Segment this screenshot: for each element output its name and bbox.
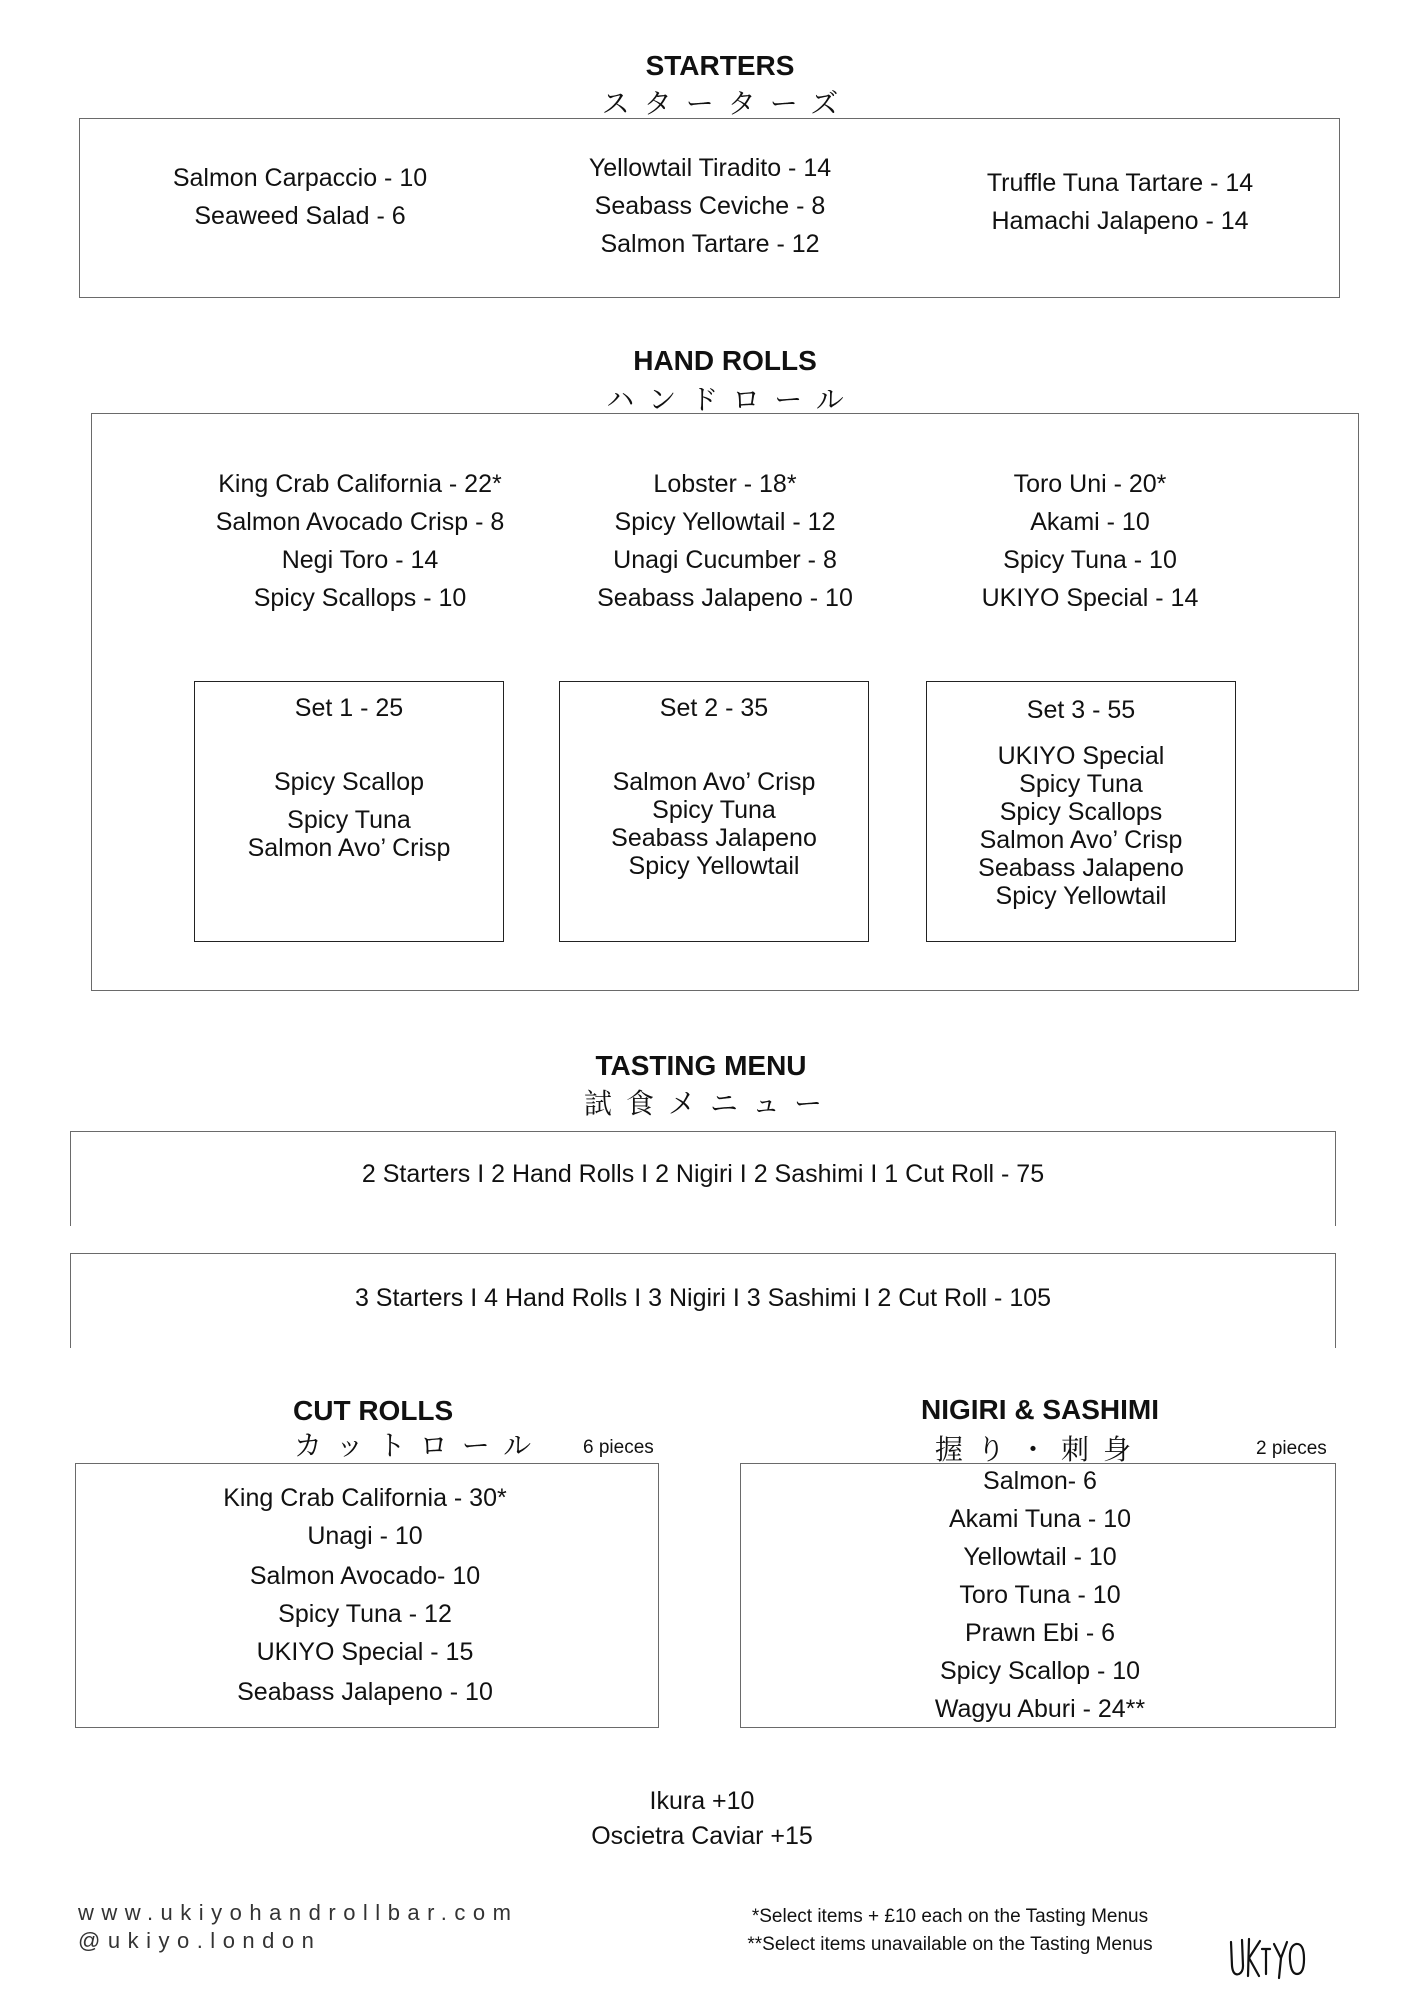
set-item: Spicy Tuna — [652, 796, 776, 824]
menu-item: Lobster - 18* — [653, 470, 797, 498]
menu-item: Seabass Jalapeno - 10 — [237, 1678, 493, 1706]
hand-rolls-title: HAND ROLLS — [633, 345, 817, 376]
starters-col-2 — [560, 149, 860, 263]
menu-item: Wagyu Aburi - 24** — [934, 1695, 1146, 1723]
set-2-box — [559, 681, 869, 942]
menu-item: Prawn Ebi - 6 — [964, 1619, 1116, 1647]
extra-item: Oscietra Caviar +15 — [591, 1822, 813, 1850]
cut-rolls-title-jp: カットロール — [294, 1429, 546, 1462]
menu-item: Yellowtail - 10 — [963, 1543, 1117, 1571]
set-title: Set 2 - 35 — [659, 694, 769, 722]
starters-title: STARTERS — [645, 50, 795, 81]
menu-item: Salmon Avocado Crisp - 8 — [215, 508, 505, 536]
footnote-unavailable-items: **Select items unavailable on the Tasting Menus — [747, 1934, 1153, 1955]
menu-item: Seabass Jalapeno - 10 — [597, 584, 853, 612]
website-link[interactable]: www.ukiyohandrollbar.com — [78, 1900, 519, 1925]
extra-item: Ikura +10 — [649, 1787, 755, 1815]
set-item: Spicy Tuna — [287, 806, 411, 834]
menu-item: Toro Uni - 20* — [1013, 470, 1167, 498]
menu-item: Spicy Tuna - 10 — [1003, 546, 1177, 574]
cut-rolls-title: CUT ROLLS — [293, 1395, 454, 1426]
cut-rolls-pieces: 6 pieces — [583, 1437, 654, 1458]
menu-item: Negi Toro - 14 — [281, 546, 439, 574]
menu-item: Unagi Cucumber - 8 — [613, 546, 837, 574]
hand-rolls-col-1 — [200, 465, 520, 617]
starters-col-3 — [960, 164, 1280, 240]
menu-item: Salmon Avocado- 10 — [249, 1562, 481, 1590]
set-item: Seabass Jalapeno — [611, 824, 817, 852]
menu-item: Truffle Tuna Tartare - 14 — [986, 169, 1254, 197]
menu-item: Akami - 10 — [1030, 508, 1150, 536]
hand-rolls-title-jp: ハンドロール — [606, 383, 858, 416]
set-item: Spicy Yellowtail — [628, 852, 800, 880]
set-item: Seabass Jalapeno — [978, 854, 1184, 882]
nigiri-sashimi-list — [880, 1462, 1200, 1728]
nigiri-sashimi-pieces: 2 pieces — [1256, 1438, 1327, 1459]
set-item: Salmon Avo’ Crisp — [247, 834, 451, 862]
set-item: Spicy Tuna — [1019, 770, 1143, 798]
set-item: Spicy Scallops — [999, 798, 1163, 826]
set-3-box — [926, 681, 1236, 942]
menu-item: Spicy Tuna - 12 — [278, 1600, 452, 1628]
menu-item: Spicy Yellowtail - 12 — [614, 508, 836, 536]
set-item: Spicy Yellowtail — [995, 882, 1167, 910]
tasting-option-2: 3 Starters I 4 Hand Rolls I 3 Nigiri I 3 Sashimi I 2 Cut Roll - 105 — [354, 1284, 1052, 1312]
menu-item: Akami Tuna - 10 — [948, 1505, 1132, 1533]
tasting-option-1: 2 Starters I 2 Hand Rolls I 2 Nigiri I 2 Sashimi I 1 Cut Roll - 75 — [361, 1160, 1045, 1188]
cut-rolls-list — [205, 1479, 525, 1711]
set-item: UKIYO Special — [997, 742, 1165, 770]
ukiyo-logo — [1228, 1936, 1308, 1982]
menu-item: Salmon Carpaccio - 10 — [172, 164, 428, 192]
menu-item: King Crab California - 30* — [223, 1484, 507, 1512]
hand-rolls-col-2 — [565, 465, 885, 617]
menu-item: King Crab California - 22* — [218, 470, 502, 498]
menu-item: UKIYO Special - 14 — [981, 584, 1199, 612]
extras-list — [552, 1784, 852, 1854]
menu-item: Yellowtail Tiradito - 14 — [588, 154, 832, 182]
menu-item: UKIYO Special - 15 — [256, 1638, 474, 1666]
hand-rolls-col-3 — [930, 465, 1250, 617]
menu-item: Salmon Tartare - 12 — [600, 230, 820, 258]
nigiri-sashimi-title: NIGIRI & SASHIMI — [920, 1394, 1159, 1425]
set-item: Salmon Avo’ Crisp — [612, 768, 816, 796]
menu-item: Seaweed Salad - 6 — [194, 202, 406, 230]
instagram-handle[interactable]: @ukiyo.london — [78, 1928, 322, 1953]
starters-title-jp: スターターズ — [601, 87, 853, 120]
set-title: Set 1 - 25 — [294, 694, 404, 722]
menu-item: Hamachi Jalapeno - 14 — [991, 207, 1249, 235]
tasting-menu-title-jp: 試食メニュー — [583, 1087, 836, 1120]
menu-item: Unagi - 10 — [307, 1522, 423, 1550]
starters-col-1 — [150, 159, 450, 235]
nigiri-sashimi-title-jp: 握り・刺身 — [934, 1433, 1145, 1466]
set-title: Set 3 - 55 — [1026, 696, 1136, 724]
set-item: Salmon Avo’ Crisp — [979, 826, 1183, 854]
set-1-box — [194, 681, 504, 942]
footnote-select-items: *Select items + £10 each on the Tasting Menus — [751, 1906, 1149, 1927]
menu-item: Toro Tuna - 10 — [959, 1581, 1121, 1609]
menu-item: Salmon- 6 — [983, 1467, 1097, 1495]
menu-item: Seabass Ceviche - 8 — [594, 192, 826, 220]
set-item: Spicy Scallop — [273, 768, 425, 796]
menu-item: Spicy Scallop - 10 — [939, 1657, 1141, 1685]
menu-item: Spicy Scallops - 10 — [253, 584, 467, 612]
tasting-menu-title: TASTING MENU — [595, 1050, 807, 1081]
